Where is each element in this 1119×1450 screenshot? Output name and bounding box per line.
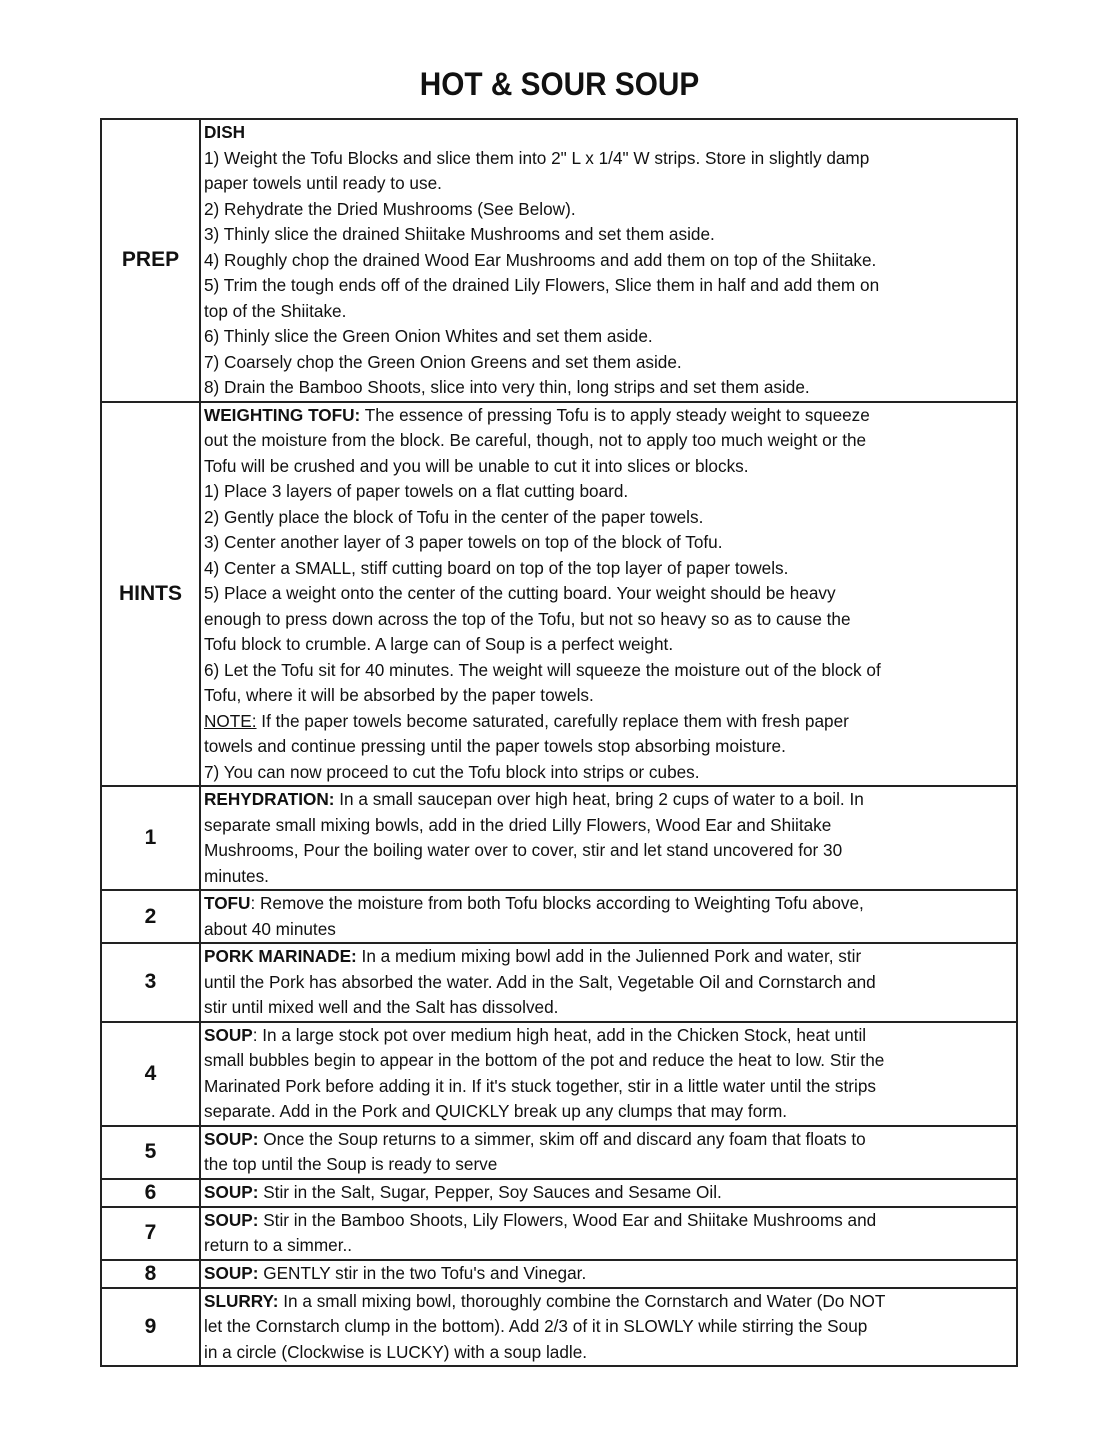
first-line xyxy=(204,1023,1013,1049)
step-text: Stir in the Bamboo Shoots, Lily Flowers, Wood Ear and Shiitake Mushrooms and xyxy=(258,1209,877,1230)
page-title: HOT & SOUR SOUP xyxy=(419,66,700,102)
text-line: until the Pork has absorbed the water. Add in the Salt, Vegetable Oil and Cornstarch and xyxy=(204,971,876,992)
text-line: enough to press down across the top of the Tofu, but not so heavy so as to cause the xyxy=(204,608,851,629)
text-line: minutes. xyxy=(204,865,269,886)
text-line: Tofu block to crumble. A large can of Soup is a perfect weight. xyxy=(204,634,674,654)
note-text: If the paper towels become saturated, carefully replace them with fresh paper xyxy=(256,710,849,731)
row-label: 1 xyxy=(101,786,200,890)
first-line xyxy=(204,1289,1013,1315)
recipe-row xyxy=(101,943,1017,1022)
row-content xyxy=(200,1207,1017,1260)
recipe-row xyxy=(101,119,1017,402)
step-text: Once the Soup returns to a simmer, skim off and discard any foam that floats to xyxy=(258,1128,866,1149)
text-line: separate. Add in the Pork and QUICKLY break up any clumps that may form. xyxy=(204,1101,788,1121)
text-line: let the Cornstarch clump in the bottom). Add 2/3 of it in SLOWLY while stirring the Soup xyxy=(204,1316,868,1336)
row-content xyxy=(200,1179,1017,1207)
row-content xyxy=(200,786,1017,890)
row-label: PREP xyxy=(101,119,200,402)
recipe-row xyxy=(101,890,1017,943)
text-line: towels and continue pressing until the paper towels stop absorbing moisture. xyxy=(204,736,786,756)
text-line: 5) Place a weight onto the center of the cutting board. Your weight should be heavy xyxy=(204,583,836,603)
row-content xyxy=(200,1260,1017,1288)
first-line xyxy=(204,1180,1013,1206)
row-label: 9 xyxy=(101,1288,200,1367)
text-line: Tofu, where it will be absorbed by the paper towels. xyxy=(204,685,594,705)
step-heading: SOUP: xyxy=(204,1209,259,1230)
row-label: HINTS xyxy=(101,402,200,787)
recipe-row xyxy=(101,402,1017,787)
recipe-row xyxy=(101,1126,1017,1179)
text-line: Tofu will be crushed and you will be unable to cut it into slices or blocks. xyxy=(204,455,749,476)
step-heading: WEIGHTING TOFU: xyxy=(204,404,361,425)
row-content xyxy=(200,943,1017,1022)
text-line: 7) You can now proceed to cut the Tofu block into strips or cubes. xyxy=(204,761,700,782)
row-content xyxy=(200,1022,1017,1126)
text-line: the top until the Soup is ready to serve xyxy=(204,1154,498,1174)
row-content xyxy=(200,890,1017,943)
row-content xyxy=(200,119,1017,402)
text-line: 5) Trim the tough ends off of the drained Lily Flowers, Slice them in half and add them on xyxy=(204,275,880,295)
first-line xyxy=(204,403,1013,429)
text-line: about 40 minutes xyxy=(204,918,336,939)
text-line: small bubbles begin to appear in the bottom of the pot and reduce the heat to low. Stir the xyxy=(204,1050,885,1070)
step-heading: TOFU xyxy=(204,893,251,913)
row-label: 3 xyxy=(101,943,200,1022)
note-line xyxy=(204,709,1013,735)
step-text: : In a large stock pot over medium high heat, add in the Chicken Stock, heat until xyxy=(252,1024,867,1045)
row-label: 8 xyxy=(101,1260,200,1288)
step-text: : Remove the moisture from both Tofu blocks according to Weighting Tofu above, xyxy=(250,893,864,913)
recipe-row xyxy=(101,1179,1017,1207)
step-heading: SLURRY: xyxy=(204,1290,279,1311)
row-label: 7 xyxy=(101,1207,200,1260)
text-line: stir until mixed well and the Salt has dissolved. xyxy=(204,997,559,1017)
text-line: paper towels until ready to use. xyxy=(204,173,442,193)
row-label: 6 xyxy=(101,1179,200,1207)
recipe-table xyxy=(100,118,1018,1367)
text-line: 6) Let the Tofu sit for 40 minutes. The weight will squeeze the moisture out of the block of xyxy=(204,659,881,680)
first-line xyxy=(204,120,1013,146)
text-line: separate small mixing bowls, add in the dried Lilly Flowers, Wood Ear and Shiitake xyxy=(204,814,832,835)
row-content xyxy=(200,1288,1017,1367)
first-line xyxy=(204,787,1013,813)
step-text: In a small saucepan over high heat, bring 2 cups of water to a boil. In xyxy=(334,789,864,809)
row-label: 2 xyxy=(101,890,200,943)
text-line: Mushrooms, Pour the boiling water over to cover, stir and let stand uncovered for 30 xyxy=(204,840,843,860)
text-line: 1) Weight the Tofu Blocks and slice them into 2" L x 1/4" W strips. Store in slightly damp xyxy=(204,147,870,168)
step-heading: SOUP: xyxy=(204,1262,259,1283)
step-heading: PORK MARINADE: xyxy=(204,946,357,966)
recipe-row xyxy=(101,1022,1017,1126)
step-text: In a small mixing bowl, thoroughly combine the Cornstarch and Water (Do NOT xyxy=(278,1290,886,1311)
note-label: NOTE: xyxy=(204,710,257,731)
recipe-row xyxy=(101,1207,1017,1260)
step-text: GENTLY stir in the two Tofu's and Vinegar. xyxy=(258,1262,587,1283)
text-line: return to a simmer.. xyxy=(204,1235,353,1255)
step-heading: REHYDRATION: xyxy=(204,789,335,809)
step-heading: DISH xyxy=(204,122,246,142)
first-line xyxy=(204,1261,1013,1287)
text-line: 2) Rehydrate the Dried Mushrooms (See Below). xyxy=(204,198,576,219)
row-label: 5 xyxy=(101,1126,200,1179)
row-content xyxy=(200,402,1017,787)
step-heading: SOUP: xyxy=(204,1128,259,1149)
step-heading: SOUP xyxy=(204,1024,253,1045)
text-line: Marinated Pork before adding it in. If it's stuck together, stir in a little water until the strips xyxy=(204,1075,876,1096)
first-line xyxy=(204,1208,1013,1234)
text-line: top of the Shiitake. xyxy=(204,300,347,321)
recipe-row xyxy=(101,786,1017,890)
step-heading: SOUP: xyxy=(204,1181,259,1202)
text-line: out the moisture from the block. Be careful, though, not to apply too much weight or the xyxy=(204,430,867,450)
text-line: 2) Gently place the block of Tofu in the center of the paper towels. xyxy=(204,506,704,527)
text-line: 4) Center a SMALL, stiff cutting board on top of the top layer of paper towels. xyxy=(204,557,789,578)
text-line: in a circle (Clockwise is LUCKY) with a soup ladle. xyxy=(204,1341,588,1362)
first-line xyxy=(204,944,1013,970)
text-line: 4) Roughly chop the drained Wood Ear Mushrooms and add them on top of the Shiitake. xyxy=(204,249,877,270)
step-text: In a medium mixing bowl add in the Julienned Pork and water, stir xyxy=(356,946,862,966)
first-line xyxy=(204,891,1013,917)
recipe-row xyxy=(101,1260,1017,1288)
text-line: 1) Place 3 layers of paper towels on a flat cutting board. xyxy=(204,481,629,501)
text-line: 7) Coarsely chop the Green Onion Greens and set them aside. xyxy=(204,351,682,372)
row-label: 4 xyxy=(101,1022,200,1126)
recipe-row xyxy=(101,1288,1017,1367)
first-line xyxy=(204,1127,1013,1153)
step-text: Stir in the Salt, Sugar, Pepper, Soy Sauces and Sesame Oil. xyxy=(258,1181,722,1202)
text-line: 8) Drain the Bamboo Shoots, slice into very thin, long strips and set them aside. xyxy=(204,377,810,397)
step-text: The essence of pressing Tofu is to apply steady weight to squeeze xyxy=(360,404,870,425)
text-line: 6) Thinly slice the Green Onion Whites and set them aside. xyxy=(204,326,653,346)
text-line: 3) Thinly slice the drained Shiitake Mushrooms and set them aside. xyxy=(204,224,715,244)
text-line: 3) Center another layer of 3 paper towels on top of the block of Tofu. xyxy=(204,532,723,552)
row-content xyxy=(200,1126,1017,1179)
